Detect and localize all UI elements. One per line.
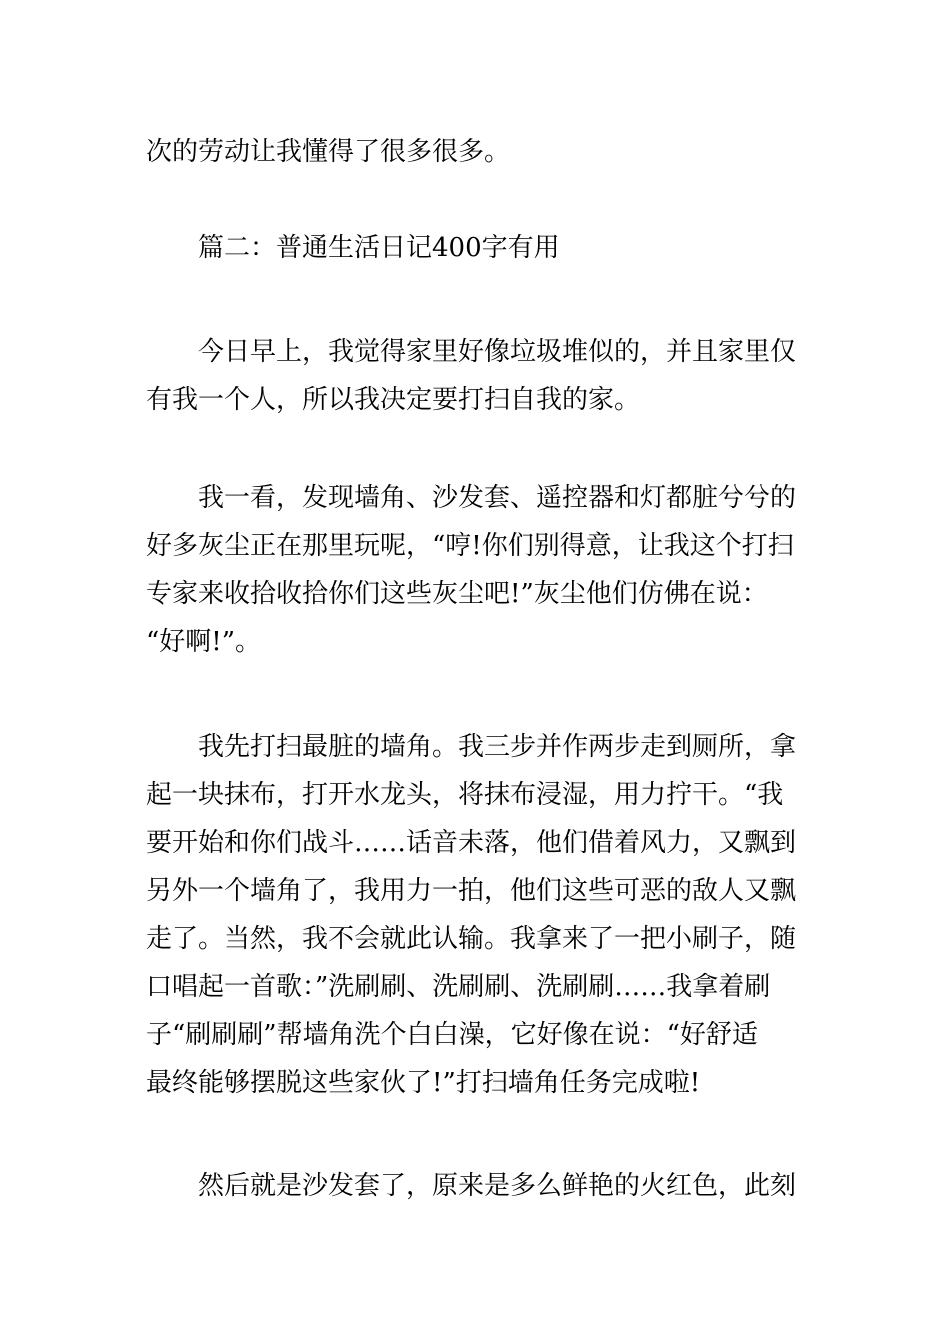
section-heading: 篇二：普通生活日记400字有用 xyxy=(198,233,560,263)
text-line: “好啊!”。 xyxy=(146,627,262,657)
text-line: 口唱起一首歌：”洗刷刷、洗刷刷、洗刷刷……我拿着刷 xyxy=(146,972,771,1002)
text-line: 专家来收拾收拾你们这些灰尘吧!”灰尘他们仿佛在说： xyxy=(146,579,768,609)
text-line: 我一看，发现墙角、沙发套、遥控器和灯都脏兮兮的 xyxy=(198,483,797,513)
text-line: 最终能够摆脱这些家伙了!”打扫墙角任务完成啦! xyxy=(146,1068,701,1098)
text-line: 好多灰尘正在那里玩呢，“哼!你们别得意，让我这个打扫 xyxy=(146,531,794,561)
text-line: 子“刷刷刷”帮墙角洗个白白澡，它好像在说：“好舒适 xyxy=(146,1020,758,1050)
text-line: 有我一个人，所以我决定要打扫自我的家。 xyxy=(146,385,641,415)
text-line: 起一块抹布，打开水龙头，将抹布浸湿，用力拧干。“我 xyxy=(146,780,784,810)
text-line: 另外一个墙角了，我用力一拍，他们这些可恶的敌人又飘 xyxy=(146,876,797,906)
text-line: 我先打扫最脏的墙角。我三步并作两步走到厕所，拿 xyxy=(198,732,797,762)
text-line: 次的劳动让我懂得了很多很多。 xyxy=(146,137,511,167)
text-line: 今日早上，我觉得家里好像垃圾堆似的，并且家里仅 xyxy=(198,337,797,367)
text-line: 走了。当然，我不会就此认输。我拿来了一把小刷子，随 xyxy=(146,924,797,954)
text-line: 要开始和你们战斗……话音未落，他们借着风力，又飘到 xyxy=(146,828,797,858)
text-line: 然后就是沙发套了，原来是多么鲜艳的火红色，此刻 xyxy=(198,1171,797,1201)
